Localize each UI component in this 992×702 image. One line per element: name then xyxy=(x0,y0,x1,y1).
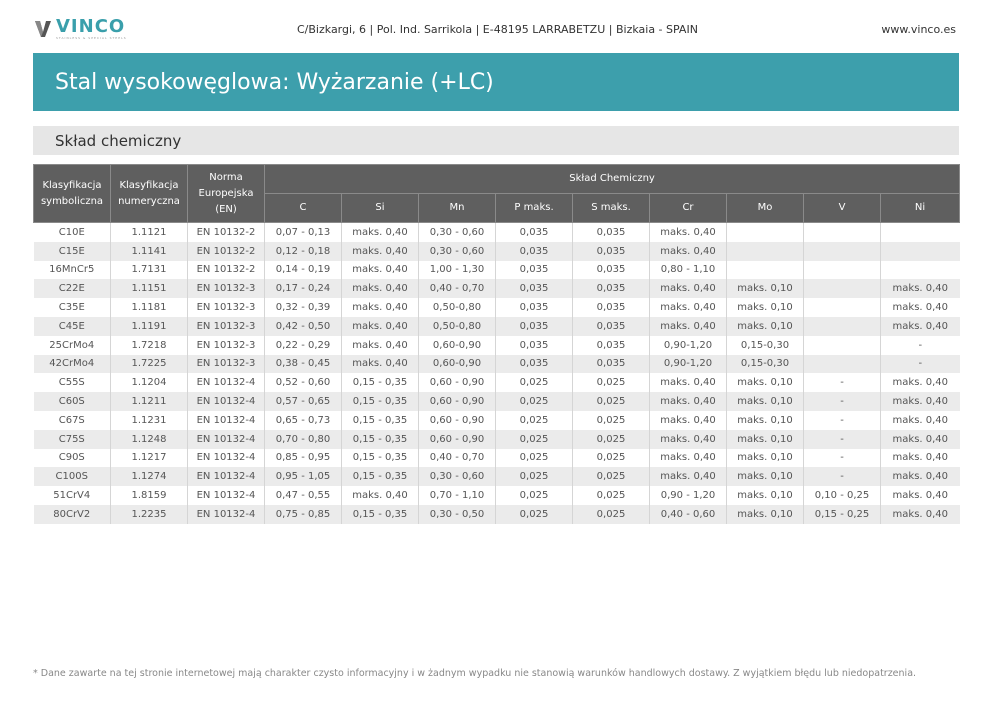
table-cell: C45E xyxy=(34,317,111,336)
table-cell: 0,035 xyxy=(496,242,573,261)
table-cell: C67S xyxy=(34,411,111,430)
table-cell: EN 10132-4 xyxy=(188,392,265,411)
table-cell: 1.7131 xyxy=(111,261,188,280)
table-cell xyxy=(727,223,804,242)
header-group-composition: Skład Chemiczny xyxy=(265,165,960,194)
table-cell: maks. 0,40 xyxy=(650,223,727,242)
table-cell: 0,80 - 1,10 xyxy=(650,261,727,280)
table-cell: C90S xyxy=(34,449,111,468)
table-cell: 0,035 xyxy=(573,317,650,336)
table-cell: maks. 0,40 xyxy=(881,505,960,524)
table-cell: maks. 0,10 xyxy=(727,505,804,524)
table-cell: maks. 0,10 xyxy=(727,430,804,449)
table-cell: 0,15 - 0,35 xyxy=(342,467,419,486)
table-cell: maks. 0,40 xyxy=(881,373,960,392)
table-cell: 0,47 - 0,55 xyxy=(265,486,342,505)
table-cell: 51CrV4 xyxy=(34,486,111,505)
logo-text: VINCO xyxy=(56,16,126,37)
table-cell: maks. 0,40 xyxy=(650,279,727,298)
table-cell: C60S xyxy=(34,392,111,411)
table-cell xyxy=(804,298,881,317)
table-cell: maks. 0,40 xyxy=(650,392,727,411)
table-cell: 0,15-0,30 xyxy=(727,336,804,355)
table-cell: maks. 0,40 xyxy=(650,411,727,430)
table-cell: EN 10132-4 xyxy=(188,486,265,505)
table-cell: C35E xyxy=(34,298,111,317)
table-cell: C100S xyxy=(34,467,111,486)
header-numeric: Klasyfikacja numeryczna xyxy=(111,165,188,223)
table-cell: 0,38 - 0,45 xyxy=(265,355,342,374)
header-element: Ni xyxy=(881,194,960,223)
table-cell: - xyxy=(804,392,881,411)
section-title: Skład chemiczny xyxy=(33,126,959,155)
website-link[interactable]: www.vinco.es xyxy=(881,22,956,36)
table-cell: 0,10 - 0,25 xyxy=(804,486,881,505)
table-cell: 0,025 xyxy=(496,392,573,411)
table-cell: maks. 0,40 xyxy=(342,317,419,336)
table-cell: 0,57 - 0,65 xyxy=(265,392,342,411)
table-cell: EN 10132-3 xyxy=(188,298,265,317)
table-cell: 1.1204 xyxy=(111,373,188,392)
table-cell: 0,14 - 0,19 xyxy=(265,261,342,280)
table-cell: 16MnCr5 xyxy=(34,261,111,280)
table-row xyxy=(34,430,960,449)
table-cell: 0,025 xyxy=(496,449,573,468)
table-cell: maks. 0,10 xyxy=(727,467,804,486)
table-cell: EN 10132-4 xyxy=(188,467,265,486)
table-cell: 0,50-0,80 xyxy=(419,317,496,336)
table-cell: 0,75 - 0,85 xyxy=(265,505,342,524)
table-cell: EN 10132-4 xyxy=(188,449,265,468)
table-cell: maks. 0,40 xyxy=(342,355,419,374)
table-cell: 1.7218 xyxy=(111,336,188,355)
table-cell: - xyxy=(804,467,881,486)
table-cell: maks. 0,40 xyxy=(650,242,727,261)
table-cell: 0,65 - 0,73 xyxy=(265,411,342,430)
table-row xyxy=(34,298,960,317)
table-cell: 0,40 - 0,70 xyxy=(419,279,496,298)
table-cell xyxy=(804,242,881,261)
table-cell: 0,035 xyxy=(573,355,650,374)
table-cell: 0,95 - 1,05 xyxy=(265,467,342,486)
table-cell: EN 10132-4 xyxy=(188,373,265,392)
table-cell: maks. 0,40 xyxy=(650,317,727,336)
table-cell xyxy=(804,317,881,336)
table-row xyxy=(34,449,960,468)
table-cell: 80CrV2 xyxy=(34,505,111,524)
table-row xyxy=(34,392,960,411)
header-element: C xyxy=(265,194,342,223)
table-cell: 0,035 xyxy=(573,279,650,298)
table-cell: 0,025 xyxy=(573,411,650,430)
table-cell: 0,025 xyxy=(496,373,573,392)
table-cell xyxy=(804,261,881,280)
table-cell: maks. 0,10 xyxy=(727,449,804,468)
table-cell: 0,035 xyxy=(573,298,650,317)
table-row xyxy=(34,261,960,280)
table-body xyxy=(34,223,960,524)
header-element: Cr xyxy=(650,194,727,223)
table-cell: 0,025 xyxy=(573,486,650,505)
table-cell xyxy=(727,242,804,261)
table-cell: 0,30 - 0,60 xyxy=(419,467,496,486)
table-cell: 1.1211 xyxy=(111,392,188,411)
table-cell: 0,22 - 0,29 xyxy=(265,336,342,355)
table-cell: 1.1191 xyxy=(111,317,188,336)
header-element: Mn xyxy=(419,194,496,223)
table-cell: 0,025 xyxy=(573,392,650,411)
table-cell: EN 10132-4 xyxy=(188,430,265,449)
table-cell: 0,40 - 0,60 xyxy=(650,505,727,524)
table-cell: 0,90-1,20 xyxy=(650,336,727,355)
page-title: Stal wysokowęglowa: Wyżarzanie (+LC) xyxy=(33,53,959,111)
table-cell: - xyxy=(804,373,881,392)
table-cell: maks. 0,40 xyxy=(881,449,960,468)
table-cell: 0,60 - 0,90 xyxy=(419,392,496,411)
table-row xyxy=(34,223,960,242)
table-cell xyxy=(881,261,960,280)
table-cell: EN 10132-2 xyxy=(188,242,265,261)
table-cell: 0,60 - 0,90 xyxy=(419,430,496,449)
table-cell: maks. 0,40 xyxy=(650,467,727,486)
table-cell: 0,035 xyxy=(496,223,573,242)
table-cell: 0,025 xyxy=(496,486,573,505)
table-row xyxy=(34,317,960,336)
table-cell: 0,15 - 0,35 xyxy=(342,392,419,411)
table-cell: 0,025 xyxy=(496,430,573,449)
table-cell: EN 10132-4 xyxy=(188,411,265,430)
footnote: * Dane zawarte na tej stronie internetowej mają charakter czysto informacyjny i w żadnym wypadku nie stanowią warunków handlowych dostawy. Z wyjątkiem błędu lub niedopatrzenia. xyxy=(33,668,917,679)
table-cell: 25CrMo4 xyxy=(34,336,111,355)
table-cell: 0,15-0,30 xyxy=(727,355,804,374)
table-cell: 1.1151 xyxy=(111,279,188,298)
table-cell: maks. 0,40 xyxy=(881,411,960,430)
table-cell: 0,035 xyxy=(496,317,573,336)
table-cell: maks. 0,40 xyxy=(650,449,727,468)
table-cell: 0,32 - 0,39 xyxy=(265,298,342,317)
table-row xyxy=(34,467,960,486)
table-row xyxy=(34,336,960,355)
table-cell xyxy=(881,223,960,242)
table-cell: 0,40 - 0,70 xyxy=(419,449,496,468)
table-cell: maks. 0,10 xyxy=(727,392,804,411)
table-cell: 0,52 - 0,60 xyxy=(265,373,342,392)
table-cell: 0,12 - 0,18 xyxy=(265,242,342,261)
table-cell: 0,30 - 0,60 xyxy=(419,242,496,261)
table-cell xyxy=(881,242,960,261)
header-element: Si xyxy=(342,194,419,223)
header-element: S maks. xyxy=(573,194,650,223)
table-cell xyxy=(804,355,881,374)
page-header xyxy=(34,18,956,40)
table-cell: EN 10132-3 xyxy=(188,336,265,355)
table-cell: 0,60 - 0,90 xyxy=(419,411,496,430)
table-cell: C10E xyxy=(34,223,111,242)
table-cell: C22E xyxy=(34,279,111,298)
table-row xyxy=(34,486,960,505)
table-cell: 0,035 xyxy=(496,298,573,317)
table-cell: maks. 0,40 xyxy=(342,279,419,298)
table-row xyxy=(34,411,960,430)
table-cell: 0,50-0,80 xyxy=(419,298,496,317)
table-cell: 0,30 - 0,60 xyxy=(419,223,496,242)
table-cell: 0,90 - 1,20 xyxy=(650,486,727,505)
table-cell: EN 10132-3 xyxy=(188,355,265,374)
table-cell: maks. 0,40 xyxy=(342,242,419,261)
table-cell: 0,07 - 0,13 xyxy=(265,223,342,242)
table-cell: 0,035 xyxy=(573,336,650,355)
table-cell: 0,025 xyxy=(573,373,650,392)
table-cell: maks. 0,40 xyxy=(342,223,419,242)
table-cell: maks. 0,10 xyxy=(727,486,804,505)
table-cell: 1.7225 xyxy=(111,355,188,374)
table-row xyxy=(34,242,960,261)
table-cell: 0,025 xyxy=(496,505,573,524)
table-cell: 0,025 xyxy=(573,467,650,486)
table-cell: 0,025 xyxy=(573,430,650,449)
vinco-logo[interactable] xyxy=(34,18,127,40)
table-cell: C55S xyxy=(34,373,111,392)
table-cell: 0,025 xyxy=(496,411,573,430)
table-cell: maks. 0,40 xyxy=(342,486,419,505)
table-cell: 0,025 xyxy=(573,449,650,468)
table-cell: 1,00 - 1,30 xyxy=(419,261,496,280)
table-cell: 1.1141 xyxy=(111,242,188,261)
table-cell: 0,30 - 0,50 xyxy=(419,505,496,524)
table-cell: 0,035 xyxy=(496,355,573,374)
table-cell: 0,025 xyxy=(496,467,573,486)
table-cell: 0,17 - 0,24 xyxy=(265,279,342,298)
table-cell: 0,85 - 0,95 xyxy=(265,449,342,468)
composition-table xyxy=(33,164,960,524)
table-cell: 0,035 xyxy=(573,261,650,280)
table-cell: EN 10132-3 xyxy=(188,317,265,336)
header-norm: Norma Europejska (EN) xyxy=(188,165,265,223)
table-cell: 42CrMo4 xyxy=(34,355,111,374)
table-cell: maks. 0,40 xyxy=(881,298,960,317)
table-cell: 0,035 xyxy=(573,242,650,261)
table-cell: 0,035 xyxy=(496,279,573,298)
table-cell: C75S xyxy=(34,430,111,449)
table-cell: 1.1231 xyxy=(111,411,188,430)
table-cell: maks. 0,10 xyxy=(727,279,804,298)
table-cell: maks. 0,40 xyxy=(650,373,727,392)
table-cell: 0,15 - 0,25 xyxy=(804,505,881,524)
header-element: Mo xyxy=(727,194,804,223)
header-symbolic: Klasyfikacja symboliczna xyxy=(34,165,111,223)
table-cell: 1.1274 xyxy=(111,467,188,486)
table-cell: 0,60 - 0,90 xyxy=(419,373,496,392)
table-row xyxy=(34,355,960,374)
table-cell: 0,15 - 0,35 xyxy=(342,411,419,430)
table-cell: 0,025 xyxy=(573,505,650,524)
table-cell: maks. 0,40 xyxy=(342,298,419,317)
table-cell: 1.1248 xyxy=(111,430,188,449)
table-cell: - xyxy=(881,355,960,374)
table-cell: 0,90-1,20 xyxy=(650,355,727,374)
table-cell: 0,42 - 0,50 xyxy=(265,317,342,336)
table-cell: maks. 0,10 xyxy=(727,411,804,430)
table-cell: maks. 0,40 xyxy=(342,261,419,280)
table-cell: - xyxy=(881,336,960,355)
table-cell: 0,70 - 1,10 xyxy=(419,486,496,505)
table-cell: EN 10132-2 xyxy=(188,223,265,242)
table-cell: 0,15 - 0,35 xyxy=(342,505,419,524)
table-cell: maks. 0,40 xyxy=(881,279,960,298)
table-cell: maks. 0,40 xyxy=(650,298,727,317)
vinco-logo-icon xyxy=(34,20,52,38)
table-row xyxy=(34,279,960,298)
table-cell: maks. 0,10 xyxy=(727,373,804,392)
table-cell: 1.1217 xyxy=(111,449,188,468)
table-cell: 0,70 - 0,80 xyxy=(265,430,342,449)
table-cell: maks. 0,10 xyxy=(727,298,804,317)
table-cell: C15E xyxy=(34,242,111,261)
table-cell: 1.1181 xyxy=(111,298,188,317)
header-element: V xyxy=(804,194,881,223)
table-row xyxy=(34,505,960,524)
table-cell: - xyxy=(804,411,881,430)
logo-subtitle: STAINLESS & SPECIAL STEELS xyxy=(56,36,127,40)
table-cell xyxy=(804,223,881,242)
table-row xyxy=(34,373,960,392)
table-cell: maks. 0,40 xyxy=(881,467,960,486)
table-cell: 0,15 - 0,35 xyxy=(342,373,419,392)
table-cell: 1.1121 xyxy=(111,223,188,242)
table-cell: maks. 0,40 xyxy=(881,317,960,336)
table-cell: EN 10132-3 xyxy=(188,279,265,298)
table-cell xyxy=(804,279,881,298)
table-cell: 0,60-0,90 xyxy=(419,336,496,355)
table-cell: maks. 0,40 xyxy=(342,336,419,355)
table-cell: EN 10132-4 xyxy=(188,505,265,524)
table-cell: 0,035 xyxy=(496,261,573,280)
table-cell: - xyxy=(804,430,881,449)
table-cell: 1.8159 xyxy=(111,486,188,505)
header-element: P maks. xyxy=(496,194,573,223)
table-cell: 0,035 xyxy=(496,336,573,355)
table-cell: maks. 0,40 xyxy=(881,486,960,505)
table-cell: maks. 0,40 xyxy=(881,392,960,411)
table-cell: 0,035 xyxy=(573,223,650,242)
table-cell: - xyxy=(804,449,881,468)
table-cell: 0,15 - 0,35 xyxy=(342,430,419,449)
table-cell: 0,15 - 0,35 xyxy=(342,449,419,468)
table-cell: 0,60-0,90 xyxy=(419,355,496,374)
company-address: C/Bizkargi, 6 | Pol. Ind. Sarrikola | E-48195 LARRABETZU | Bizkaia - SPAIN xyxy=(297,22,698,36)
table-cell: maks. 0,10 xyxy=(727,317,804,336)
table-cell: EN 10132-2 xyxy=(188,261,265,280)
table-cell: maks. 0,40 xyxy=(650,430,727,449)
table-cell xyxy=(727,261,804,280)
table-cell xyxy=(804,336,881,355)
table-cell: maks. 0,40 xyxy=(881,430,960,449)
table-cell: 1.2235 xyxy=(111,505,188,524)
